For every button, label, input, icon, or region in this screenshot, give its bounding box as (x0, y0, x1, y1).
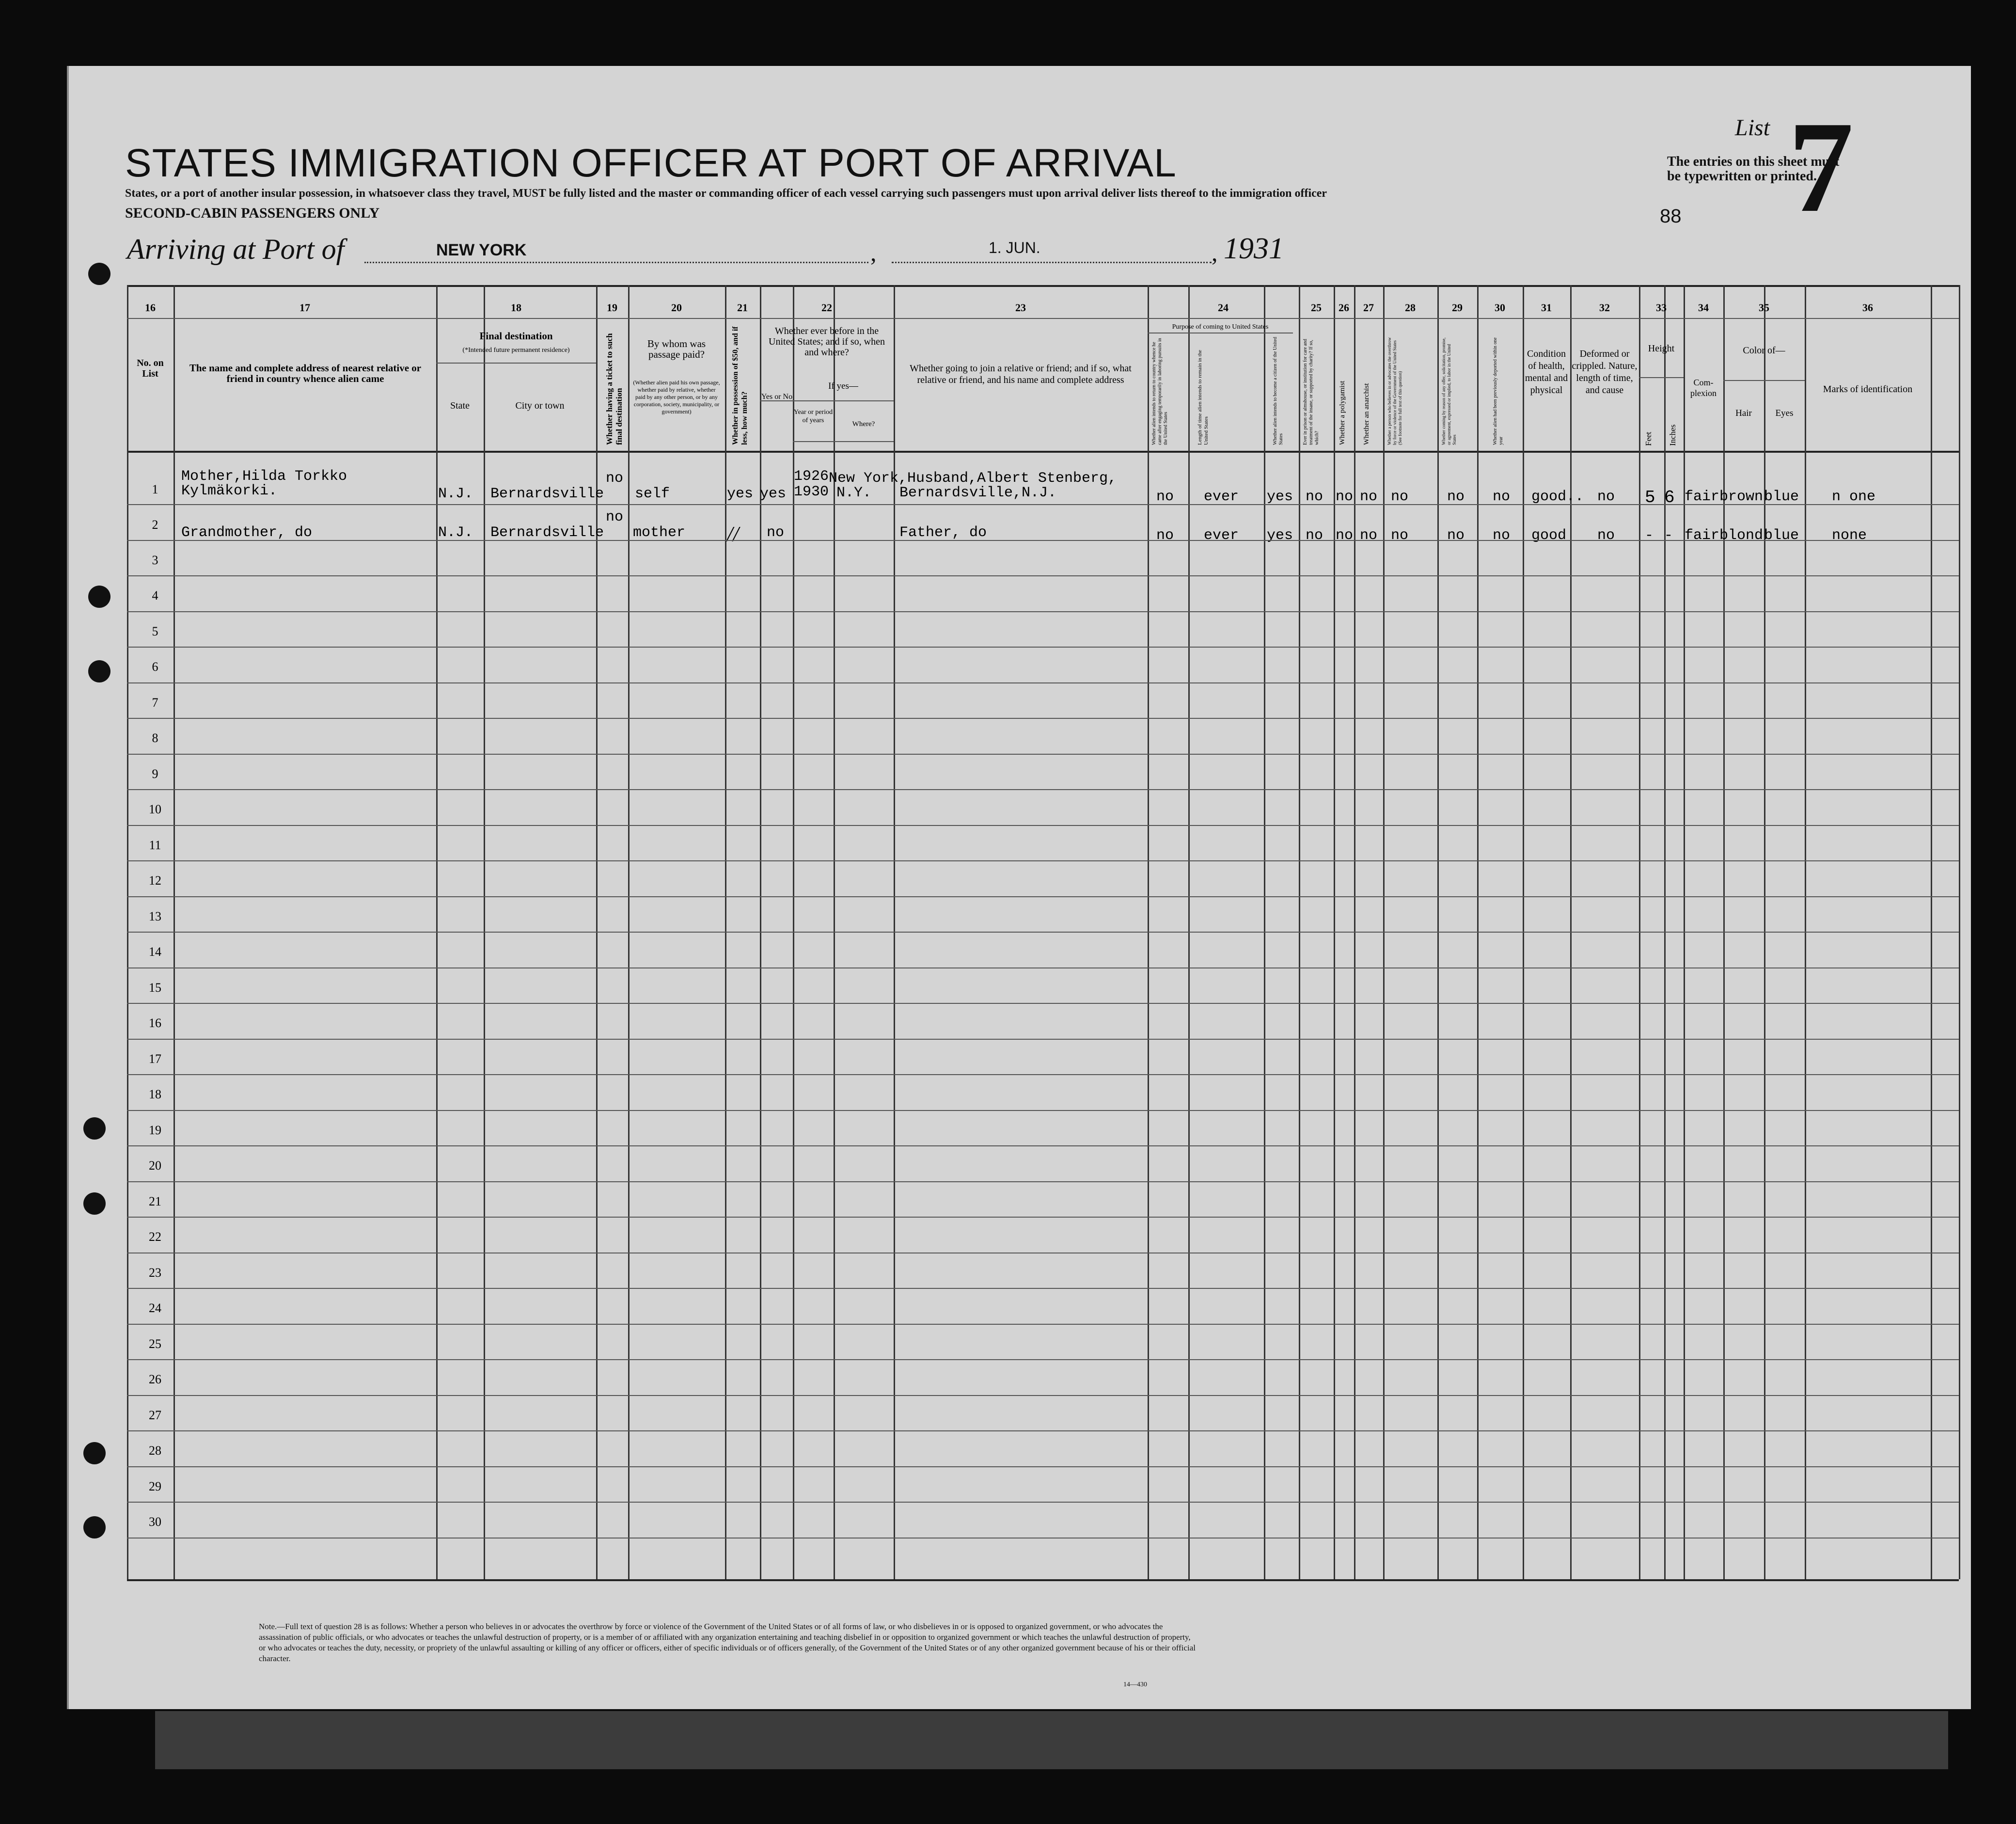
entry-purpose-a: no (1156, 527, 1174, 544)
binder-hole (88, 660, 110, 682)
entry-ticket: no (606, 470, 624, 487)
row-number: 8 (152, 731, 158, 745)
entry-complexion: fair (1685, 489, 1720, 505)
column-rule (1959, 285, 1960, 1579)
entry-deformed: no (1597, 489, 1615, 505)
row-number: 21 (149, 1194, 161, 1208)
entry-marks: n one (1832, 489, 1876, 505)
entry-relative: Mother,Hilda Torkko (181, 468, 347, 485)
heading-if-yes: If yes— (828, 381, 858, 391)
entry-join: Husband,Albert Stenberg, (907, 470, 1117, 487)
heading-passage: By whom was passage paid? (647, 338, 706, 360)
heading-height: Height (1648, 343, 1675, 354)
heading-color-of: Color of— (1743, 345, 1785, 356)
column-number: 20 (671, 301, 682, 314)
row-number: 7 (152, 696, 158, 710)
entry-before: yes (760, 486, 787, 502)
arriving-label: Arriving at Port of (127, 233, 345, 265)
row-number: 20 (149, 1158, 161, 1173)
heading-purpose-b: Length of time alien intends to remain in the United States (1197, 349, 1209, 445)
heading-complexion: Com-plexion (1690, 378, 1717, 398)
entry-where: N.Y. (836, 485, 872, 501)
row-number: 24 (149, 1301, 161, 1315)
heading-purpose-a: Whether alien intends to return to country whence he came after engaging temporarily in laboring pursuits in the United States (1151, 338, 1168, 445)
row-rule (127, 1003, 1959, 1004)
entry-inches: - (1664, 527, 1673, 544)
table-bottom-rule (127, 1579, 1959, 1581)
entry-purpose-a: no (1156, 489, 1174, 505)
row-rule (127, 1181, 1959, 1182)
instruction-line: The entries on this sheet must (1667, 154, 1840, 169)
list-number: 7 (1788, 95, 1854, 239)
row-rule (127, 1359, 1959, 1360)
row-rule (127, 1430, 1959, 1431)
arrival-year: 1931 (1224, 232, 1284, 265)
heading-final-destination: Final destination (479, 330, 553, 342)
heading-state: State (450, 400, 470, 411)
entry-passage: mother (633, 524, 686, 541)
row-number: 12 (149, 873, 161, 888)
column-number: 28 (1405, 301, 1416, 314)
heading-relative: The name and complete address of nearest relative or friend in country whence alien came (189, 362, 422, 384)
sheet-number: 88 (1660, 206, 1682, 227)
form-code: 14—430 (1123, 1681, 1147, 1688)
entry-purpose-b: ever (1204, 489, 1239, 505)
binder-hole (88, 586, 110, 608)
entry-eyes: blue (1764, 527, 1799, 544)
heading-prison: Ever in prison or almshouse, or institution for care and treatment of the insane, or supported by charity? If so, which? (1303, 339, 1320, 445)
entry-eyes: blue (1764, 489, 1799, 505)
port-underline (364, 262, 868, 263)
entry-city: Bernardsville (490, 486, 604, 502)
entry-col29: no (1447, 527, 1465, 544)
column-number: 32 (1599, 301, 1610, 314)
footnote-question-28: Note.—Full text of question 28 is as follows: Whether a person who believes in or advocates the overthrow by force or violence of the Government of the United States or of all forms of law, or who disbelieves in or is opposed to organized government, or who advocates the assassination of public officials, or who advocates or teaches the unlawful destruction of property, or is a member of or affiliated with any organization entertaining and teaching disbelief in or opposition to organized government or which teaches the unlawful destruction of property, or who advocates or teaches the duty, necessity, or propriety of the unlawful assaulting or killing of any officer or officers, either of specific individuals or of officers generally, of the Government of the United States or of any other organized government because of his or their official character. (259, 1622, 1196, 1663)
entry-inches: 6 (1664, 488, 1675, 508)
instruction-line: be typewritten or printed. (1667, 169, 1817, 184)
heading-final-destination-note: (*Intended future permanent residence) (462, 347, 570, 354)
column-number: 31 (1541, 301, 1552, 314)
column-number: 25 (1311, 301, 1322, 314)
entry-before: no (767, 524, 785, 541)
column-number: 35 (1759, 301, 1769, 314)
heading-no-on-list: No. on List (137, 358, 164, 379)
entry-relative: Kylmäkorki. (181, 483, 278, 499)
row-number: 16 (149, 1016, 161, 1030)
heading-purpose: Purpose of coming to United States (1172, 323, 1269, 331)
row-rule (127, 1074, 1959, 1075)
entry-years: 1930 (794, 484, 829, 500)
heading-ticket: Whether having a ticket to such final destination (605, 333, 624, 445)
form-instruction-line: States, or a port of another insular possession, in whatsoever class they travel, MUST be fully listed and the master or commanding officer of each vessel carrying such passengers must upon arrival deliver lists thereof to the immigration officer (125, 187, 1327, 200)
row-rule (127, 575, 1959, 576)
heading-deformed: Deformed or crippled. Nature, length of time, and cause (1572, 349, 1638, 396)
heading-condition: Condition of health, mental and physical (1525, 349, 1568, 396)
entry-condition: good (1531, 527, 1567, 544)
entry-col27: no (1360, 527, 1378, 544)
row-number: 19 (149, 1123, 161, 1137)
subheader-rule (1639, 377, 1684, 378)
row-number: 15 (149, 981, 161, 995)
passenger-class-line: SECOND-CABIN PASSENGERS ONLY (125, 205, 380, 221)
heading-hair: Hair (1735, 408, 1752, 418)
column-number: 19 (607, 301, 617, 314)
heading-deported: Whether alien had been previously deported within one year (1493, 337, 1504, 445)
heading-year-period: Year or period of years (793, 409, 833, 424)
column-number: 26 (1339, 301, 1349, 314)
row-number: 27 (149, 1408, 161, 1422)
row-number: 25 (149, 1337, 161, 1351)
list-label: List (1735, 115, 1770, 141)
binder-hole (83, 1192, 106, 1215)
heading-before: Whether ever before in the United States; and if so, when and where? (769, 326, 885, 358)
entry-relative: Grandmother, do (181, 524, 313, 541)
row-rule (127, 1324, 1959, 1325)
entry-complexion: fair (1685, 527, 1720, 544)
column-number-rule (127, 318, 1959, 319)
row-number: 23 (149, 1266, 161, 1280)
row-number: 22 (149, 1230, 161, 1244)
comma: , (870, 239, 877, 266)
heading-polygamist: Whether a polygamist (1339, 381, 1346, 445)
subheader-rule (1723, 380, 1805, 381)
column-number: 36 (1862, 301, 1873, 314)
row-number: 5 (152, 624, 158, 638)
entry-join: Father, do (899, 524, 987, 541)
entry-feet: - (1645, 527, 1654, 544)
row-number: 18 (149, 1087, 161, 1101)
binder-hole (88, 263, 110, 285)
entry-money: yes (727, 486, 754, 502)
column-number: 21 (737, 301, 748, 314)
heading-anarchist: Whether an anarchist (1363, 383, 1370, 445)
row-number: 4 (152, 588, 158, 603)
row-number: 17 (149, 1052, 161, 1066)
binder-hole (83, 1117, 106, 1140)
row-number: 11 (149, 838, 161, 852)
heading-marks: Marks of identification (1823, 384, 1913, 395)
heading-offer: Whether coming by reason of any offer, solicitation, promise, or agreement, expressed or implied, to labor in the United States (1441, 337, 1457, 445)
entry-where: New York, (829, 470, 908, 487)
row-number: 14 (149, 945, 161, 959)
row-rule (127, 1110, 1959, 1111)
heading-purpose-c: Whether alien intends to become a citizen of the United States (1273, 337, 1284, 445)
row-number: 13 (149, 909, 161, 923)
entry-purpose-b: ever (1204, 527, 1239, 544)
entry-hair: brown (1719, 489, 1764, 505)
row-rule (127, 789, 1959, 790)
heading-money: Whether in possession of $50, and if less, how much? (731, 326, 749, 445)
comma: , (1212, 239, 1218, 266)
binder-hole (83, 1442, 106, 1464)
entry-col26: no (1336, 489, 1354, 505)
entry-purpose-c: yes (1267, 527, 1293, 544)
row-number: 2 (152, 518, 158, 532)
row-rule (127, 540, 1959, 541)
column-number: 17 (299, 301, 310, 314)
entry-condition: good.. (1531, 489, 1584, 505)
row-rule (127, 932, 1959, 933)
row-rule (127, 504, 1959, 505)
form-title: STATES IMMIGRATION OFFICER AT PORT OF ARRIVAL (125, 141, 1177, 185)
entry-col30: no (1493, 527, 1511, 544)
entry-passage: self (635, 486, 670, 502)
column-number: 27 (1363, 301, 1374, 314)
row-rule (127, 860, 1959, 861)
heading-overthrow: Whether a person who believes in or advocates the overthrow by force or violence of the Government of the United States (See footnote for full text of this question) (1387, 337, 1402, 445)
entry-col25: no (1306, 489, 1323, 505)
entry-col25: no (1306, 527, 1323, 544)
row-rule (127, 825, 1959, 826)
row-rule (127, 611, 1959, 612)
column-number: 23 (1015, 301, 1026, 314)
row-rule (127, 682, 1959, 683)
subheader-rule (436, 363, 596, 364)
heading-where: Where? (852, 420, 875, 428)
row-rule (127, 718, 1959, 719)
row-number: 1 (152, 482, 158, 496)
column-number: 29 (1452, 301, 1463, 314)
column-number: 16 (145, 301, 156, 314)
heading-join: Whether going to join a relative or friend; and if so, what relative or friend, and his name and complete address (910, 363, 1132, 385)
entry-join: Bernardsville,N.J. (899, 485, 1057, 501)
row-rule (127, 754, 1959, 755)
entry-money: // (727, 522, 739, 546)
row-rule (127, 896, 1959, 897)
entry-hair: blond (1719, 527, 1764, 544)
column-number: 34 (1698, 301, 1709, 314)
entry-city: Bernardsville (490, 524, 604, 541)
row-rule (127, 1538, 1959, 1539)
entry-col28: no (1391, 527, 1409, 544)
row-rule (127, 1145, 1959, 1146)
entry-col29: no (1447, 489, 1465, 505)
row-rule (127, 647, 1959, 648)
entry-col30: no (1493, 489, 1511, 505)
subheader-rule (793, 441, 894, 442)
row-rule (127, 1039, 1959, 1040)
row-rule (127, 1395, 1959, 1396)
heading-passage-note: (Whether alien paid his own passage, whether paid by relative, whether paid by any other person, or by any corporation, society, municipality, or government) (633, 379, 720, 415)
entry-col27: no (1360, 489, 1378, 505)
arrival-date: 1. JUN. (989, 239, 1040, 256)
binder-hole (83, 1516, 106, 1539)
row-number: 30 (149, 1515, 161, 1529)
entry-state: N.J. (438, 524, 473, 541)
port-value: NEW YORK (436, 241, 527, 259)
row-number: 6 (152, 660, 158, 674)
column-number: 33 (1656, 301, 1667, 314)
heading-eyes: Eyes (1775, 408, 1794, 418)
column-number: 30 (1495, 301, 1505, 314)
row-rule (127, 1466, 1959, 1467)
entry-years: 1926 (794, 468, 829, 485)
row-number: 9 (152, 767, 158, 781)
entry-marks: none (1832, 527, 1867, 544)
row-rule (127, 1217, 1959, 1218)
entry-state: N.J. (438, 486, 473, 502)
heading-city: City or town (515, 400, 565, 411)
row-number: 26 (149, 1372, 161, 1386)
entry-ticket: no (606, 509, 624, 525)
heading-inches: Inches (1668, 424, 1677, 446)
row-rule (127, 1288, 1959, 1289)
row-number: 28 (149, 1443, 161, 1458)
date-underline (892, 262, 1212, 263)
column-number: 18 (511, 301, 521, 314)
row-number: 29 (149, 1479, 161, 1493)
heading-yes-or-no: Yes or No (761, 393, 793, 401)
entry-purpose-c: yes (1267, 489, 1293, 505)
row-rule (127, 1502, 1959, 1503)
row-number: 10 (149, 802, 161, 816)
entry-col28: no (1391, 489, 1409, 505)
column-number: 24 (1218, 301, 1228, 314)
column-number: 22 (821, 301, 832, 314)
row-number: 3 (152, 553, 158, 567)
heading-feet: Feet (1644, 431, 1653, 446)
underlying-page-edge (155, 1711, 1948, 1769)
entry-feet: 5 (1645, 488, 1655, 508)
entry-deformed: no (1597, 527, 1615, 544)
entry-col26: no (1336, 527, 1354, 544)
